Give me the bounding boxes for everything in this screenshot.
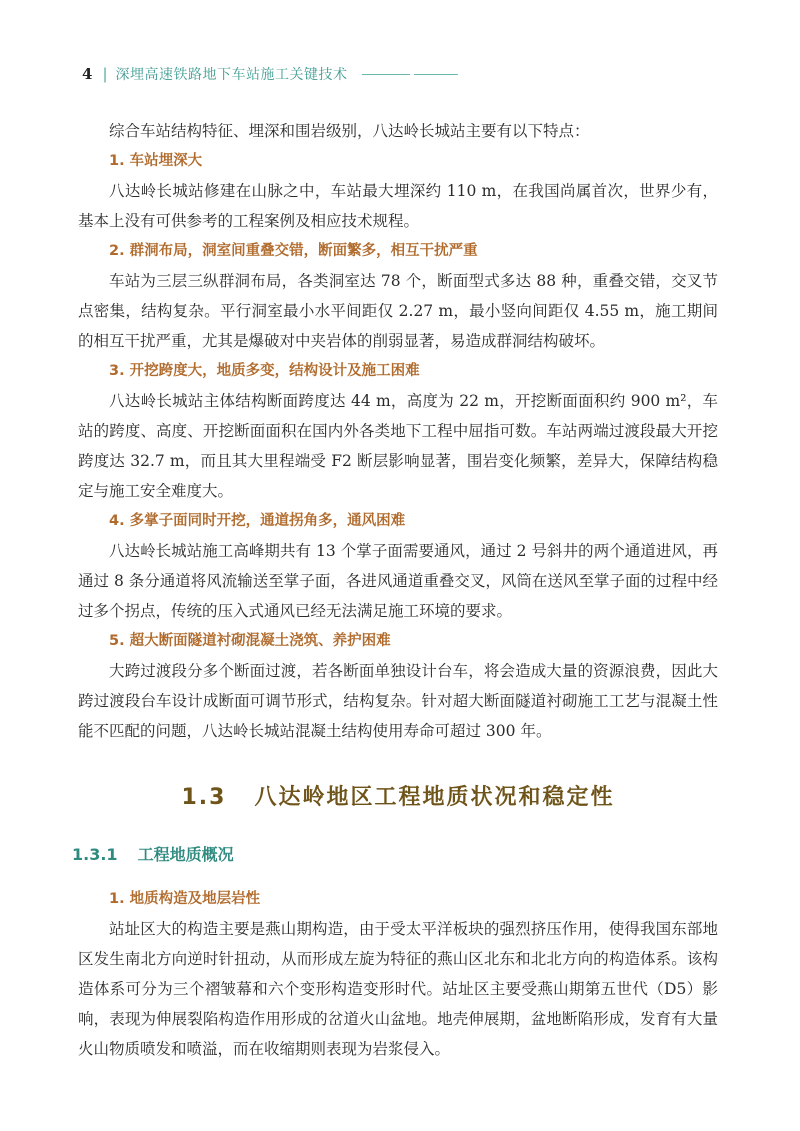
feature-heading-4: 4. 多掌子面同时开挖，通道拐角多，通风困难 <box>109 513 406 529</box>
header-rule <box>414 74 458 75</box>
subsection-number: 1.3.1 <box>72 845 118 864</box>
subsection-heading <box>72 840 718 870</box>
section-number: 1.3 <box>181 785 227 810</box>
header-separator: | <box>102 65 108 83</box>
feature-heading-2: 2. 群洞布局，洞室间重叠交错，断面繁多，相互干扰严重 <box>109 243 478 259</box>
header-rule <box>362 74 410 75</box>
subsection-title: 工程地质概况 <box>137 845 234 864</box>
feature-paragraph-3: 八达岭长城站主体结构断面跨度达 44 m，高度为 22 m，开挖断面面积约 900 m²，车站的跨度、高度、开挖断面面积在国内外各类地下工程中屈指可数。车站两端过渡段最大开挖跨度达 32.7 m，而且其大里程端受 F2 断层影响显著，围岩变化频繁，差异大，保障结构稳定与施工安全难度大。 <box>78 392 718 500</box>
section-title: 八达岭地区工程地质状况和稳定性 <box>254 785 615 810</box>
geology-paragraph: 站址区大的构造主要是燕山期构造，由于受太平洋板块的强烈挤压作用，使得我国东部地区发生南北方向逆时针扭动，从而形成左旋为特征的燕山区北东和北北方向的构造体系。该构造体系可分为三个褶皱幕和六个变形构造变形时代。站址区主要受燕山期第五世代（D5）影响，表现为伸展裂陷构造作用形成的岔道火山盆地。地壳伸展期，盆地断陷形成，发育有大量火山物质喷发和喷溢，而在收缩期则表现为岩浆侵入。 <box>78 920 718 1058</box>
feature-paragraph-2: 车站为三层三纵群洞布局，各类洞室达 78 个，断面型式多达 88 种，重叠交错，交叉节点密集，结构复杂。平行洞室最小水平间距仅 2.27 m，最小竖向间距仅 4.55 m，施工期间的相互干扰严重，尤其是爆破对中夹岩体的削弱显著，易造成群洞结构破坏。 <box>78 272 718 350</box>
feature-heading-3: 3. 开挖跨度大，地质多变，结构设计及施工困难 <box>109 363 420 379</box>
feature-paragraph-1: 八达岭长城站修建在山脉之中，车站最大埋深约 110 m，在我国尚属首次，世界少有，基本上没有可供参考的工程案例及相应技术规程。 <box>78 182 718 230</box>
intro-paragraph: 综合车站结构特征、埋深和围岩级别，八达岭长城站主要有以下特点： <box>109 122 590 140</box>
section-heading <box>78 778 718 818</box>
feature-heading-5: 5. 超大断面隧道衬砌混凝土浇筑、养护困难 <box>109 633 391 649</box>
feature-heading-1: 1. 车站埋深大 <box>109 153 203 169</box>
book-title: 深埋高速铁路地下车站施工关键技术 <box>115 67 348 83</box>
page-body <box>72 116 718 1064</box>
feature-paragraph-5: 大跨过渡段分多个断面过渡，若各断面单独设计台车，将会造成大量的资源浪费，因此大跨过渡段台车设计成断面可调节形式，结构复杂。针对超大断面隧道衬砌施工工艺与混凝土性能不匹配的问题，八达岭长城站混凝土结构使用寿命可超过 300 年。 <box>78 662 718 740</box>
feature-paragraph-4: 八达岭长城站施工高峰期共有 13 个掌子面需要通风，通过 2 号斜井的两个通道进风，再通过 8 条分通道将风流输送至掌子面，各进风通道重叠交叉，风筒在送风至掌子面的过程中经过多个拐点，传统的压入式通风已经无法满足施工环境的要求。 <box>78 542 718 620</box>
page-number: 4 <box>82 65 93 83</box>
running-header <box>82 62 458 86</box>
geology-heading: 1. 地质构造及地层岩性 <box>109 891 261 907</box>
